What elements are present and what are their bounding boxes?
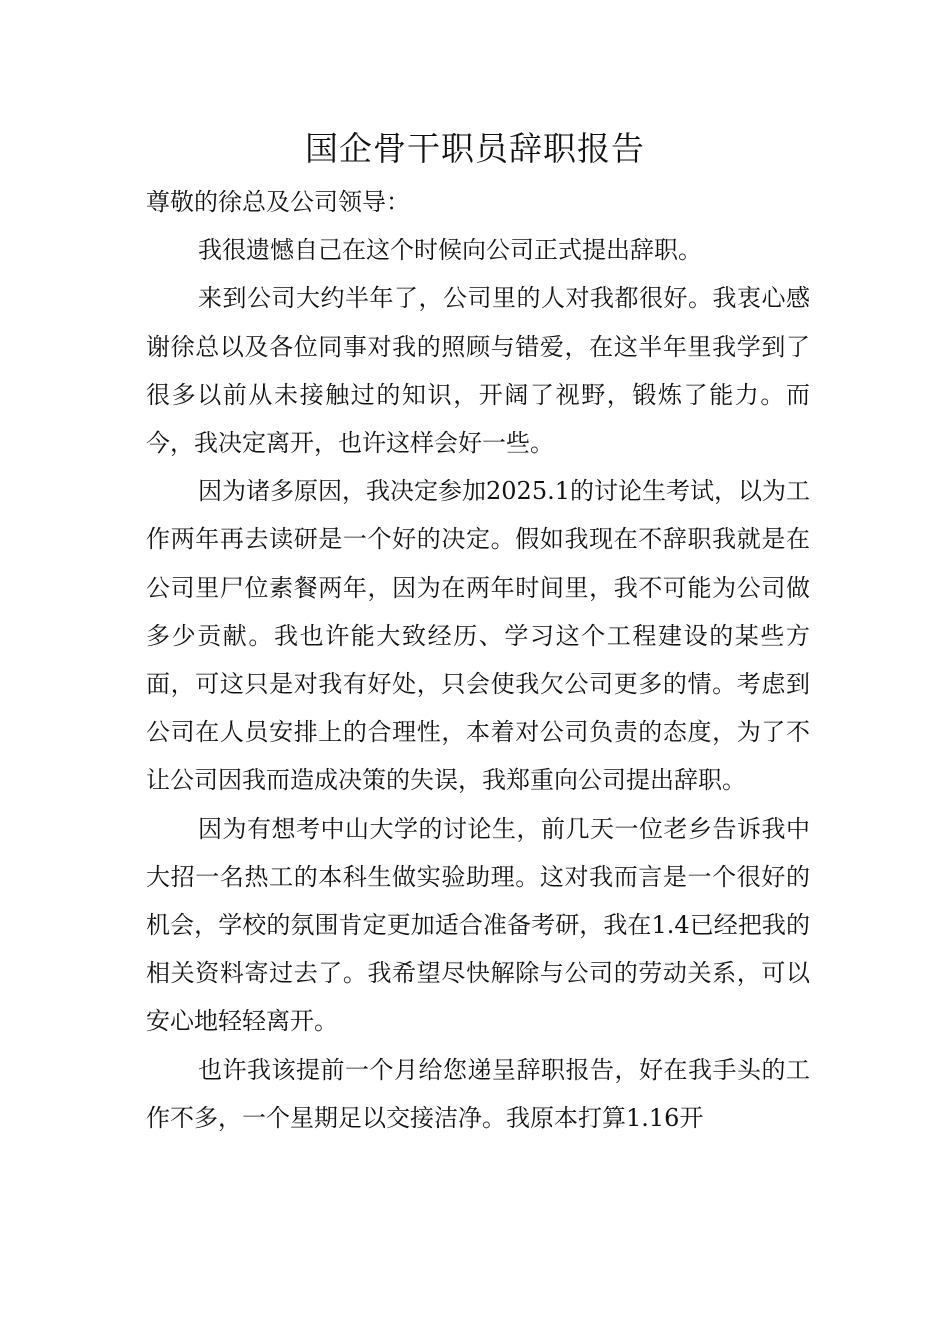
paragraph-4: 因为有想考中山大学的讨论生，前几天一位老乡告诉我中大招一名热工的本科生做实验助理。这对我而言是一个很好的机会，学校的氛围肯定更加适合准备考研，我在1.4已经把我的相关资料寄过去了。我希望尽快解除与公司的劳动关系，可以安心地轻轻离开。 [146,814,810,1036]
document-body [146,178,810,1142]
document-title: 国企骨干职员辞职报告 [305,129,645,168]
paragraph-2: 来到公司大约半年了，公司里的人对我都很好。我衷心感谢徐总以及各位同事对我的照顾与错爱，在这半年里我学到了很多以前从未接触过的知识，开阔了视野，锻炼了能力。而今，我决定离开，也许这样会好一些。 [146,284,810,458]
paragraph-3: 因为诸多原因，我决定参加2025.1的讨论生考试，以为工作两年再去读研是一个好的决定。假如我现在不辞职我就是在公司里尸位素餐两年，因为在两年时间里，我不可能为公司做多少贡献。我也许能大致经历、学习这个工程建设的某些方面，可这只是对我有好处，只会使我欠公司更多的情。考虑到公司在人员安排上的合理性，本着对公司负责的态度，为了不让公司因我而造成决策的失误，我郑重向公司提出辞职。 [146,477,810,795]
salutation: 尊敬的徐总及公司领导： [146,188,410,216]
paragraph-5: 也许我该提前一个月给您递呈辞职报告，好在我手头的工作不多，一个星期足以交接洁净。我原本打算1.16开 [146,1055,810,1132]
paragraph-1: 我很遗憾自己在这个时候向公司正式提出辞职。 [198,236,702,265]
